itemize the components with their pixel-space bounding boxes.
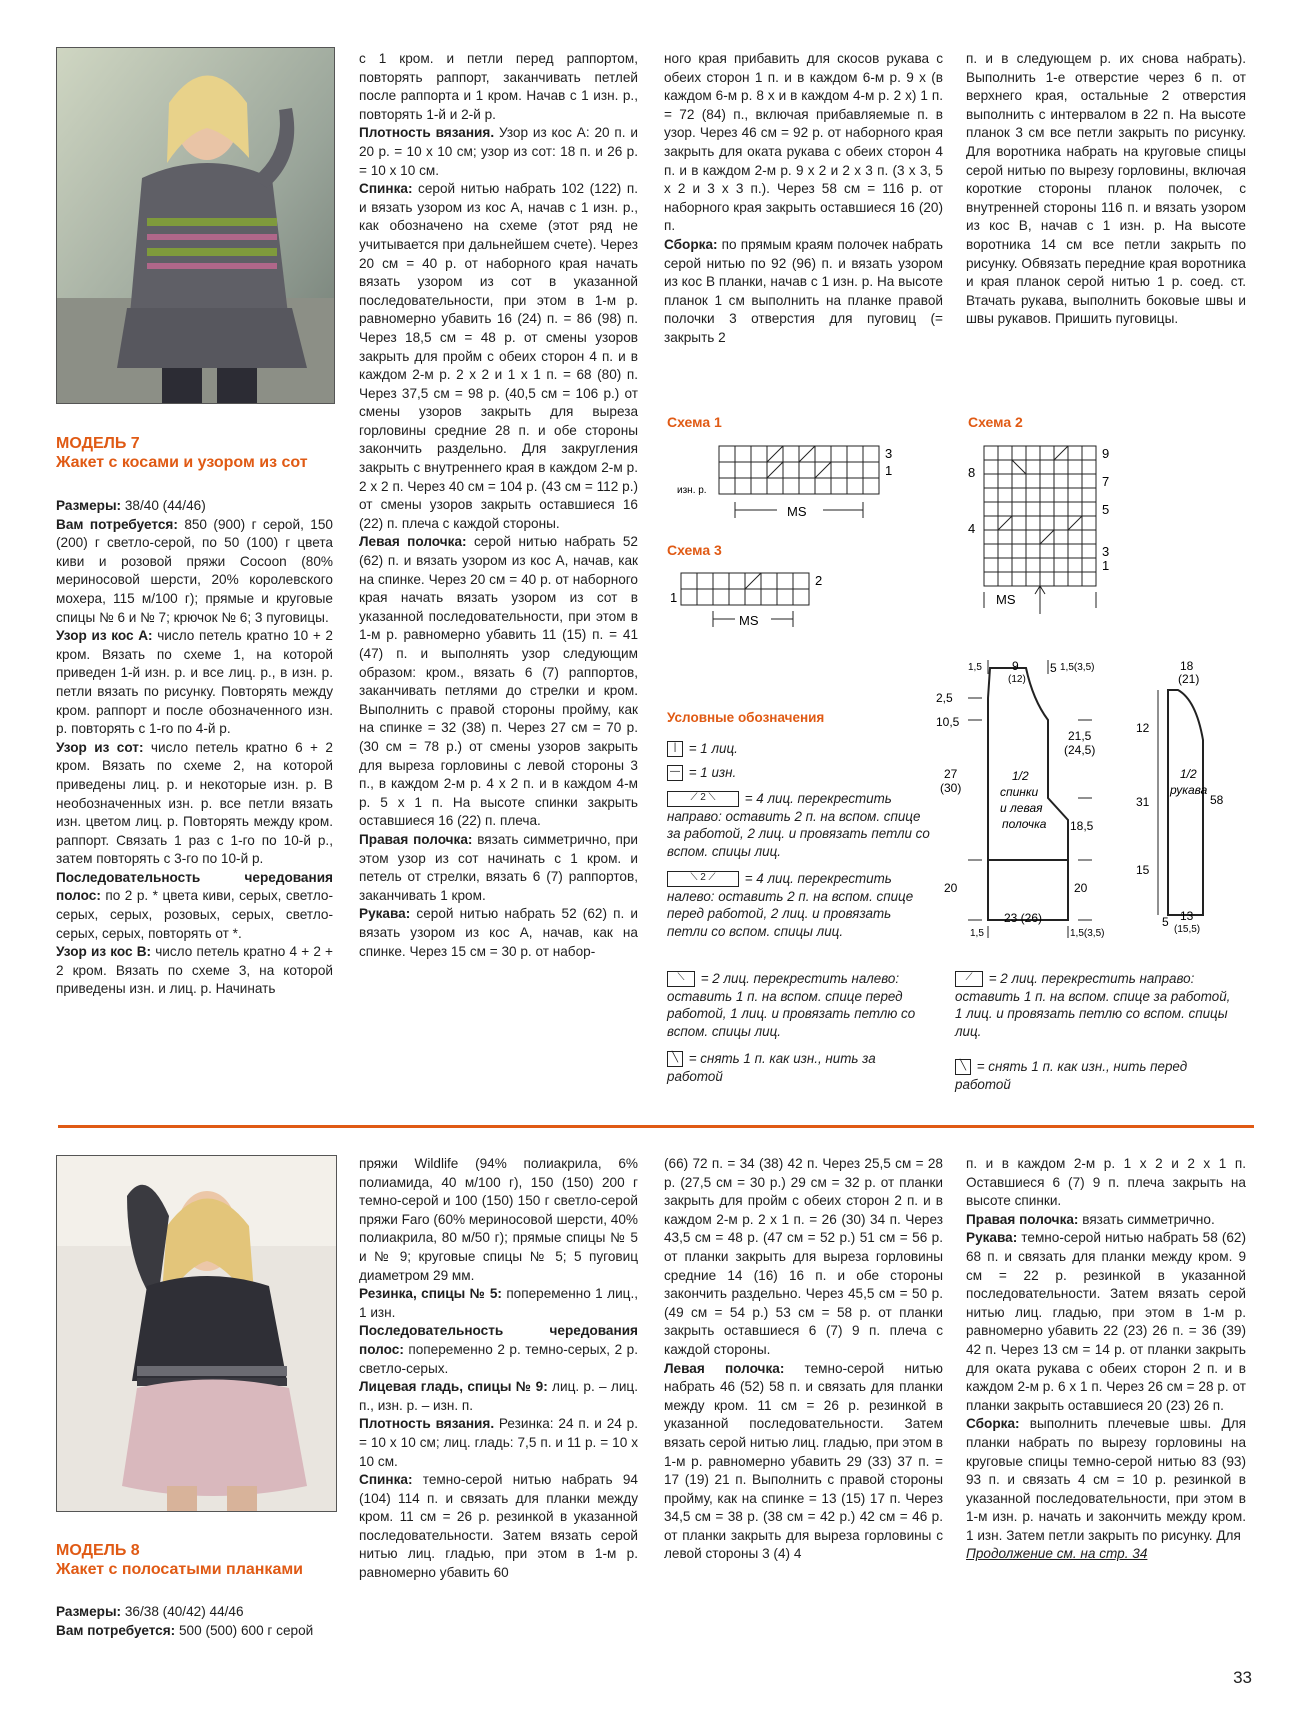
model8-subtitle: Жакет с полосатыми планками [56,1561,304,1578]
paragraph: ного края прибавить для скосов рукава с обеих сторон 1 п. и в каждом 6-м р. 9 х (в каждом 6-м р. 8 х и в каждом 4-м р. 2 х) 1 п. = 72 (84) п., включая прибавляемые п. в узор. Через 46 см = 92 р. от наборного края закрыть для оката рукава с обеих сторон 4 п. и в каждом 2-м р. 9 х 2 и 2 х 3 п. (3 х 3, 5 х 2 и 3 х 3 п.). Через 58 см = 116 р. от наборного края закрыть оставшиеся 16 (20) п. [664,51,943,234]
schema-2-row-label: 3 [1102,544,1110,559]
paragraph: (66) 72 п. = 34 (38) 42 п. Через 25,5 см = 28 р. (27,5 см = 30 р.) 29 см = 32 р. от планки закрыть для пройм с обеих сторон 2 п. и в каждом 2-м р. 2 х 1 п. = 26 (30) 34 п. Через 43,5 см = 48 р. (47 см = 52 р.) 51 см = 56 р. от планки закрыть для выреза горловины средние 14 (16) 16 п. и обе стороны закончить раздельно. Через 45,5 см = 50 р. (49 см = 54 р.) 53 см = 58 р. от планки закрыть оставшиеся 6 (7) 9 п. плеча с каждой стороны. [664,1156,943,1357]
pattern-label: (12) [1008,674,1026,685]
paragraph: Узор из сот: число петель кратно 6 + 2 кром. Вязать по схеме 2, на которой приведены лиц. р. и некоторые изн. р. В необозначенных изн. р. все петли вязать изн. цветом лиц. р. Повторять между кром. раппорт. Связать 1 раз с 1-го по 10-й р., затем повторять с 3-го по 10-й р. [56,739,333,867]
legend-item: ⟍ = 2 лиц. перекрестить налево: оставить 1 п. на вспом. спице перед работой, 1 лиц. и провязать петлю со вспом. спицы лиц. [667,971,916,1039]
slip-stitch-back-icon: ╲ [667,1051,683,1067]
slip-stitch-front-icon: ╲ [955,1059,971,1075]
paragraph: Узор из кос А: число петель кратно 10 + 2 кром. Вязать по схеме 1, на которой приведен 1-й изн. р. и все лиц. р., в изн. р. петли вязать по рисунку. Повторять между кром. раппорт и после обозначенного изн. р. повторять с 1-го по 4-й р. [56,628,333,737]
schema-2-row-label: 1 [1102,558,1110,573]
schema-2-ms-label: MS [996,592,1016,607]
schema-2-row-label: 7 [1102,474,1110,489]
paragraph: Вам потребуется: 500 (500) 600 г серой [56,1622,314,1638]
pattern-label: (21) [1178,672,1200,686]
pattern-diagram [928,659,1258,939]
knit-symbol-icon: | [667,741,683,757]
pattern-label: 1,5 [970,928,984,939]
section-divider [58,1125,1254,1128]
schema-3-ms-label: MS [739,613,759,628]
schema-2-row-label: 8 [968,465,976,480]
pattern-label: 18,5 [1070,819,1094,833]
legend-item: | = 1 лиц. [667,740,738,758]
paragraph: Лицевая гладь, спицы № 9: лиц. р. – лиц. п., изн. р. – изн. п. [359,1379,638,1413]
pattern-label: (30) [940,781,962,795]
pattern-label: 18 [1180,659,1194,673]
schema-1-row-label: 3 [885,446,893,461]
paragraph: Спинка: темно-серой нитью набрать 94 (104) 114 п. и связать для планки между кром. 11 см = 26 р. резинкой в указанной последовательности. Затем вязать серой нитью лиц. гладью, при этом в 1-м р. равномерно убавить 60 [359,1472,638,1581]
paragraph: пряжи Wildlife (94% полиакрила, 6% полиамида, 40 м/100 г), 150 (150) 200 г темно-серой и 100 (150) 150 г светло-серой пряжи Faro (60% мериносовой шерсти, 40% полиакрила, 80 м/50 г); прямые спицы № 5 и № 9; круговые спицы № 5; 5 пуговиц диаметром 29 мм. [359,1156,638,1283]
paragraph: Левая полочка: серой нитью набрать 52 (62) п. и вязать узором из кос А, начав, как на спинке. Через 20 см = 40 р. от наборного края начать вязать узором из сот в указанной последовательности, при этом в 1-м р. равномерно убавить 11 (15) п. = 41 (47) п. и выполнять узор следующим образом: кром., вязать 6 (7) раппортов, заканчивать петлями до стрелки и кром. Выполнить с правой стороны пройму, как на спинке = 32 (38) п. Через 27 см = 70 р. (30 см = 78 р.) от смены узоров закрыть для выреза горловины с левой стороны 3 п., в каждом 2-м р. 4 х 2 п. и в каждом 4-м р. 5 х 1 п. На высоте спинки закрыть оставшиеся 16 (22) п. плеча. [359,534,638,829]
model8-column-3 [664,1155,943,1564]
legend-item: ⟋ 2 ⟍ = 4 лиц. перекрестить направо: оставить 2 п. на вспом. спице за работой, 2 лиц. и провязать петли со вспом. спицы лиц. [667,791,930,859]
paragraph: п. и в следующем р. их снова набрать). Выполнить 1-е отверстие через 6 п. от верхнего края, остальные 2 отверстия выполнить с интервалом в 22 п. На высоте планок 3 см все петли закрыть по рисунку. Для воротника набрать на круговые спицы серой нитью по вырезу горловины, включая короткие стороны планок полочек, с внутренней стороны 116 п. и вязать узором из кос В, начав с 1 изн. р. На высоте воротника 14 см все петли закрыть по рисунку. Обвязать передние края воротника и края планок серой нитью 1 р. соед. ст. Втачать рукава, выполнить боковые швы и швы рукавов. Пришить пуговицы. [966,51,1246,327]
cross-left-2-icon: ⟍ [667,971,695,987]
pattern-label: 9 [1012,659,1019,673]
schema-3-row-label: 1 [670,590,678,605]
pattern-label: 2,5 [936,691,953,705]
cable-left-4-icon: ⟍ 2 ⟋ [667,871,739,887]
legend-item: ⟍ 2 ⟋ = 4 лиц. перекрестить налево: оставить 2 п. на вспом. спице перед работой, 2 лиц. и провязать петли со вспом. спицы лиц. [667,871,914,939]
schema-3-title: Схема 3 [667,542,722,558]
pattern-label: 5 [1050,661,1057,675]
paragraph: Плотность вязания. Резинка: 24 п. и 24 р. = 10 х 10 см; лиц. гладь: 7,5 п. и 11 р. = 10 х 10 см. [359,1416,638,1469]
model7-photo-illustration [57,48,334,403]
model7-column-2 [359,50,638,961]
paragraph: Спинка: серой нитью набрать 102 (122) п. и вязать узором из кос А, начав с 1 изн. р., как обозначено на схеме (этот ряд не учитывается при дальнейшем счете). Через 20 см = 40 р. от наборного края начать вязать узором из сот в указанной последовательности, при этом в 1-м р. равномерно убавить 16 (24) п. = 86 (98) п. Через 18,5 см = 48 р. от смены узоров закрыть для пройм с обеих сторон 4 п. и в каждом 2-м р. 2 х 2 и 1 х 1 п. = 68 (80) п. Через 37,5 см = 98 р. (40,5 см = 106 р.) от смены узоров закрыть для выреза горловины средние 28 п. и обе стороны закончить раздельно. Для закругления закрыть с внутреннего края в каждом 2-м р. 2 х 2 п. Через 40 см = 104 р. (43 см = 112 р.) от смены узоров закрыть оставшиеся 16 (22) п. плеча с каждой стороны. [359,181,638,531]
paragraph: Последовательность чередования полос: по 2 р. * цвета киви, серых, светло-серых, серых, розовых, серых, светло-серых, серых, повторять от *. [56,869,333,941]
paragraph: Узор из кос В: число петель кратно 4 + 2 + 2 кром. Вязать по схеме 3, на которой приведены изн. и лиц. р. Начинать [56,944,333,997]
pattern-label: (15,5) [1174,924,1201,935]
pattern-label: полочка [1002,817,1047,831]
model7-photo [56,47,335,404]
legend-item: — = 1 изн. [667,764,736,782]
pattern-label: 1,5(3,5) [1070,928,1105,939]
pattern-label: 31 [1136,795,1150,809]
pattern-label: 27 [944,767,958,781]
schema-1-chart [667,436,937,536]
model7-column-1 [56,497,333,999]
schema-3-chart [667,563,837,643]
paragraph: Последовательность чередования полос: попеременно 2 р. темно-серых, 2 р. светло-серых. [359,1323,638,1376]
cable-right-4-icon: ⟋ 2 ⟍ [667,791,739,807]
schema-3-row-label: 2 [815,573,823,588]
model7-column-3 [664,50,943,348]
paragraph: Рукава: темно-серой нитью набрать 58 (62) 68 п. и связать для планки между кром. 9 см = 22 р. резинкой в указанной последовательности. Затем вязать серой нитью лиц. гладью, при этом в 1-м р. равномерно убавить 22 (23) 26 п. = 36 (39) 42 п. Через 13 см = 14 р. от планки закрыть для оката рукава с обеих сторон 2 п. и в каждом 2-м р. 6 х 1 п. Через 26 см = 28 р. от планки закрыть оставшиеся 20 (23) 26 п. [966,1230,1246,1413]
pattern-label: 58 [1210,793,1224,807]
legend-item: ╲ = снять 1 п. как изн., нить перед работой [955,1059,1188,1092]
schema-1-izn-label: изн. р. [677,485,707,496]
model8-column-2 [359,1155,638,1583]
pattern-label: 15 [1136,863,1150,877]
pattern-label: 20 [1074,881,1088,895]
legend-title: Условные обозначения [667,710,825,725]
pattern-label: спинки [1000,785,1039,799]
model7-column-4 [966,50,1246,329]
pattern-label: 21,5 [1068,729,1092,743]
paragraph: Рукава: серой нитью набрать 52 (62) п. и вязать узором из кос А, начав, как на спинке. Через 15 см = 30 р. от набор- [359,906,638,959]
model8-column-1 [56,1603,336,1640]
schema-2-row-label: 9 [1102,446,1110,461]
pattern-label: 13 [1180,909,1194,923]
pattern-label: 20 [944,881,958,895]
paragraph: Правая полочка: вязать симметрично. [966,1211,1215,1227]
pattern-label: 10,5 [936,715,960,729]
pattern-label: 1/2 [1012,769,1029,783]
schema-2-row-label: 5 [1102,502,1110,517]
paragraph: Размеры: 36/38 (40/42) 44/46 [56,1604,244,1619]
schema-2-title: Схема 2 [968,414,1023,430]
model8-photo [56,1155,337,1512]
paragraph: Правая полочка: вязать симметрично, при этом узор из сот начинать с 1 кром. и петель от стрелки, вязать 6 (7) раппортов, заканчивать 1 кром. [359,831,638,903]
schema-1-title: Схема 1 [667,414,722,430]
pattern-label: 1/2 [1180,767,1197,781]
schema-1-grid [719,446,879,494]
legend-item: ╲ = снять 1 п. как изн., нить за работой [667,1051,876,1084]
paragraph: с 1 кром. и петли перед раппортом, повторять раппорт, заканчивать петлей после раппорта и 1 кром. Начав с 1 изн. р., повторять 1-й и 2-й р. [359,51,638,122]
model8-column-4 [966,1155,1246,1564]
schema-1-ms-label: MS [787,504,807,519]
paragraph: Сборка: выполнить плечевые швы. Для планки набрать по вырезу горловины на круговые спицы темно-серой нитью 83 (93) 93 п. и связать 4 см = 10 р. резинкой в указанной последовательности, при этом в 1-м изн. р. начать и закончить между кром. 1 изн. Затем петли закрыть по рисунку. Для [966,1416,1246,1543]
legend-item: ⟋ = 2 лиц. перекрестить направо: оставить 1 п. на вспом. спице за работой, 1 лиц. и провязать петлю со вспом. спицы лиц. [955,971,1231,1039]
model8-photo-illustration [57,1156,336,1511]
schema-2-chart [960,436,1120,626]
model8-title: МОДЕЛЬ 8 [56,1542,140,1559]
paragraph: Сборка: по прямым краям полочек набрать серой нитью по 92 (96) п. и вязать узором из кос В планки, начав с 1 изн. р. На высоте планок 1 см выполнить на планке правой полочки 3 отверстия для пуговиц (= закрыть 2 [664,236,943,345]
paragraph: Резинка, спицы № 5: попеременно 1 лиц., 1 изн. [359,1286,638,1320]
paragraph: Левая полочка: темно-серой нитью набрать 46 (52) 58 п. и связать для планки между кром. 11 см = 26 р. резинкой в указанной последовательности. Затем вязать серой нитью лиц. гладью, при этом в 1-м р. равномерно убавить 29 (33) 37 п. = 17 (19) 21 п. Выполнить с правой стороны пройму, как на спинке = 13 (15) 17 п. Через 34,5 см = 38 р. (38 см = 42 р.) 42 см = 46 р. от планки закрыть для выреза горловины с левой стороны 3 (4) 4 [664,1360,943,1562]
schema-1-row-label: 1 [885,463,893,478]
pattern-label: 23 (26) [1004,911,1043,925]
pattern-label: 1,5 [968,662,982,673]
continuation-link[interactable]: Продолжение см. на стр. 34 [966,1546,1148,1562]
pattern-label: рукава [1170,783,1208,797]
model7-subtitle: Жакет с косами и узором из сот [56,454,308,471]
page-number: 33 [1233,1668,1252,1687]
cross-right-2-icon: ⟋ [955,971,983,987]
paragraph: Размеры: 38/40 (44/46) [56,498,206,513]
paragraph: Плотность вязания. Узор из кос А: 20 п. и 20 р. = 10 х 10 см; узор из сот: 18 п. и 26 р. = 10 х 10 см. [359,125,638,178]
model7-title: МОДЕЛЬ 7 [56,435,140,452]
pattern-label: (24,5) [1064,743,1096,757]
pattern-label: и левая [1000,801,1043,815]
paragraph: п. и в каждом 2-м р. 1 х 2 и 2 х 1 п. Оставшиеся 6 (7) 9 п. плеча закрыть на высоте спинки. [966,1156,1246,1209]
pattern-label: 5 [1162,915,1169,929]
pattern-label: 12 [1136,721,1150,735]
purl-symbol-icon: — [667,765,683,781]
schema-2-row-label: 4 [968,521,976,536]
paragraph: Вам потребуется: 850 (900) г серой, 150 (200) г светло-серой, по 50 (100) г цвета киви и розовой пряжи Cocoon (80% мериносовой шерсти, 20% королевского мохера, 115 м/100 г); прямые и круговые спицы № 6 и № 7; крючок № 6; 3 пуговицы. [56,516,333,625]
pattern-label: 1,5(3,5) [1060,662,1095,673]
